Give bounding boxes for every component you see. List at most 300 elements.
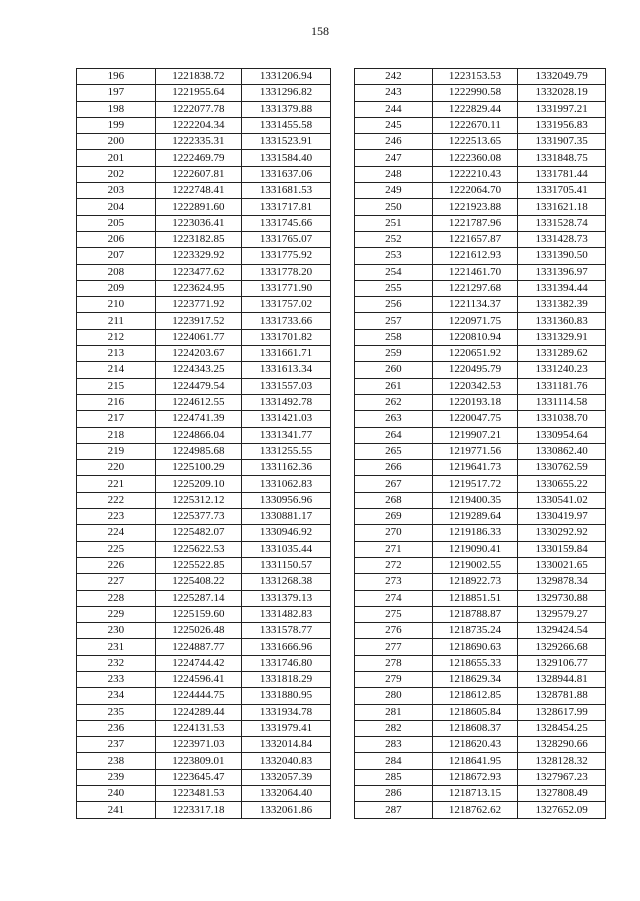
table-row	[355, 85, 606, 101]
x-coordinate-cell: 1221955.64	[155, 85, 241, 101]
x-coordinate-cell: 1225622.53	[155, 541, 241, 557]
y-coordinate-cell: 1331771.90	[242, 280, 331, 296]
y-coordinate-cell: 1330419.97	[518, 509, 606, 525]
x-coordinate-cell: 1224596.41	[155, 671, 241, 687]
x-coordinate-cell: 1220342.53	[432, 378, 517, 394]
table-row	[77, 231, 331, 247]
y-coordinate-cell: 1331818.29	[242, 671, 331, 687]
x-coordinate-cell: 1222670.11	[432, 117, 517, 133]
y-coordinate-cell: 1331848.75	[518, 150, 606, 166]
y-coordinate-cell: 1331038.70	[518, 411, 606, 427]
point-number-cell: 239	[77, 769, 156, 785]
y-coordinate-cell: 1329106.77	[518, 655, 606, 671]
y-coordinate-cell: 1332028.19	[518, 85, 606, 101]
point-number-cell: 205	[77, 215, 156, 231]
point-number-cell: 267	[355, 476, 433, 492]
x-coordinate-cell: 1218605.84	[432, 704, 517, 720]
x-coordinate-cell: 1224612.55	[155, 394, 241, 410]
table-row	[77, 671, 331, 687]
x-coordinate-cell: 1222891.60	[155, 199, 241, 215]
table-row	[355, 280, 606, 296]
point-number-cell: 200	[77, 134, 156, 150]
point-number-cell: 216	[77, 394, 156, 410]
table-row	[77, 802, 331, 818]
y-coordinate-cell: 1330655.22	[518, 476, 606, 492]
point-number-cell: 232	[77, 655, 156, 671]
x-coordinate-cell: 1223153.53	[432, 69, 517, 85]
table-row	[77, 541, 331, 557]
x-coordinate-cell: 1222607.81	[155, 166, 241, 182]
x-coordinate-cell: 1221838.72	[155, 69, 241, 85]
table-row	[355, 150, 606, 166]
y-coordinate-cell: 1331733.66	[242, 313, 331, 329]
y-coordinate-cell: 1331289.62	[518, 346, 606, 362]
table-row	[355, 688, 606, 704]
x-coordinate-cell: 1218762.62	[432, 802, 517, 818]
table-row	[355, 590, 606, 606]
table-row	[355, 753, 606, 769]
x-coordinate-cell: 1224479.54	[155, 378, 241, 394]
table-row	[77, 476, 331, 492]
table-row	[77, 248, 331, 264]
coordinates-table-left	[76, 68, 331, 819]
y-coordinate-cell: 1327808.49	[518, 786, 606, 802]
point-number-cell: 266	[355, 460, 433, 476]
point-number-cell: 196	[77, 69, 156, 85]
point-number-cell: 225	[77, 541, 156, 557]
y-coordinate-cell: 1331360.83	[518, 313, 606, 329]
table-row	[77, 720, 331, 736]
x-coordinate-cell: 1223329.92	[155, 248, 241, 264]
point-number-cell: 268	[355, 492, 433, 508]
x-coordinate-cell: 1223477.62	[155, 264, 241, 280]
table-row	[355, 427, 606, 443]
point-number-cell: 285	[355, 769, 433, 785]
y-coordinate-cell: 1330954.64	[518, 427, 606, 443]
x-coordinate-cell: 1221297.68	[432, 280, 517, 296]
point-number-cell: 261	[355, 378, 433, 394]
table-row	[355, 313, 606, 329]
point-number-cell: 204	[77, 199, 156, 215]
point-number-cell: 199	[77, 117, 156, 133]
table-row	[355, 134, 606, 150]
y-coordinate-cell: 1331613.34	[242, 362, 331, 378]
table-row	[77, 460, 331, 476]
table-row	[355, 769, 606, 785]
x-coordinate-cell: 1218620.43	[432, 737, 517, 753]
x-coordinate-cell: 1222513.65	[432, 134, 517, 150]
x-coordinate-cell: 1218608.37	[432, 720, 517, 736]
table-row	[355, 541, 606, 557]
y-coordinate-cell: 1331062.83	[242, 476, 331, 492]
y-coordinate-cell: 1331637.06	[242, 166, 331, 182]
y-coordinate-cell: 1331578.77	[242, 623, 331, 639]
table-row	[355, 639, 606, 655]
y-coordinate-cell: 1328128.32	[518, 753, 606, 769]
point-number-cell: 234	[77, 688, 156, 704]
x-coordinate-cell: 1223624.95	[155, 280, 241, 296]
x-coordinate-cell: 1223036.41	[155, 215, 241, 231]
x-coordinate-cell: 1222748.41	[155, 183, 241, 199]
y-coordinate-cell: 1331181.76	[518, 378, 606, 394]
table-row	[77, 297, 331, 313]
point-number-cell: 211	[77, 313, 156, 329]
y-coordinate-cell: 1330159.84	[518, 541, 606, 557]
x-coordinate-cell: 1218713.15	[432, 786, 517, 802]
point-number-cell: 245	[355, 117, 433, 133]
table-row	[355, 786, 606, 802]
y-coordinate-cell: 1331482.83	[242, 606, 331, 622]
y-coordinate-cell: 1331934.78	[242, 704, 331, 720]
x-coordinate-cell: 1224131.53	[155, 720, 241, 736]
y-coordinate-cell: 1331621.18	[518, 199, 606, 215]
point-number-cell: 228	[77, 590, 156, 606]
table-row	[355, 460, 606, 476]
x-coordinate-cell: 1222335.31	[155, 134, 241, 150]
x-coordinate-cell: 1219289.64	[432, 509, 517, 525]
point-number-cell: 255	[355, 280, 433, 296]
x-coordinate-cell: 1225408.22	[155, 574, 241, 590]
y-coordinate-cell: 1331268.38	[242, 574, 331, 590]
point-number-cell: 233	[77, 671, 156, 687]
point-number-cell: 227	[77, 574, 156, 590]
y-coordinate-cell: 1331705.41	[518, 183, 606, 199]
y-coordinate-cell: 1330541.02	[518, 492, 606, 508]
x-coordinate-cell: 1218641.95	[432, 753, 517, 769]
x-coordinate-cell: 1225209.10	[155, 476, 241, 492]
y-coordinate-cell: 1328617.99	[518, 704, 606, 720]
x-coordinate-cell: 1224061.77	[155, 329, 241, 345]
x-coordinate-cell: 1218690.63	[432, 639, 517, 655]
point-number-cell: 206	[77, 231, 156, 247]
y-coordinate-cell: 1331162.36	[242, 460, 331, 476]
y-coordinate-cell: 1328781.88	[518, 688, 606, 704]
y-coordinate-cell: 1331379.88	[242, 101, 331, 117]
y-coordinate-cell: 1331781.44	[518, 166, 606, 182]
y-coordinate-cell: 1331428.73	[518, 231, 606, 247]
table-row	[355, 704, 606, 720]
table-row	[77, 704, 331, 720]
y-coordinate-cell: 1331775.92	[242, 248, 331, 264]
point-number-cell: 278	[355, 655, 433, 671]
point-number-cell: 257	[355, 313, 433, 329]
point-number-cell: 208	[77, 264, 156, 280]
table-row	[355, 525, 606, 541]
coordinates-table-right	[354, 68, 606, 819]
table-row	[355, 574, 606, 590]
table-row	[77, 394, 331, 410]
point-number-cell: 198	[77, 101, 156, 117]
x-coordinate-cell: 1224744.42	[155, 655, 241, 671]
point-number-cell: 250	[355, 199, 433, 215]
point-number-cell: 218	[77, 427, 156, 443]
y-coordinate-cell: 1331746.80	[242, 655, 331, 671]
x-coordinate-cell: 1223809.01	[155, 753, 241, 769]
point-number-cell: 274	[355, 590, 433, 606]
y-coordinate-cell: 1329266.68	[518, 639, 606, 655]
table-row	[355, 509, 606, 525]
point-number-cell: 197	[77, 85, 156, 101]
y-coordinate-cell: 1331778.20	[242, 264, 331, 280]
point-number-cell: 209	[77, 280, 156, 296]
point-number-cell: 203	[77, 183, 156, 199]
table-row	[355, 183, 606, 199]
table-row	[355, 248, 606, 264]
x-coordinate-cell: 1223917.52	[155, 313, 241, 329]
point-number-cell: 214	[77, 362, 156, 378]
y-coordinate-cell: 1331523.91	[242, 134, 331, 150]
point-number-cell: 246	[355, 134, 433, 150]
point-number-cell: 244	[355, 101, 433, 117]
y-coordinate-cell: 1331114.58	[518, 394, 606, 410]
x-coordinate-cell: 1222829.44	[432, 101, 517, 117]
table-row	[77, 623, 331, 639]
table-row	[77, 85, 331, 101]
x-coordinate-cell: 1223182.85	[155, 231, 241, 247]
table-row	[77, 329, 331, 345]
point-number-cell: 277	[355, 639, 433, 655]
x-coordinate-cell: 1222469.79	[155, 150, 241, 166]
y-coordinate-cell: 1331997.21	[518, 101, 606, 117]
table-row	[355, 101, 606, 117]
table-row	[355, 346, 606, 362]
table-row	[77, 69, 331, 85]
table-row	[355, 264, 606, 280]
y-coordinate-cell: 1331206.94	[242, 69, 331, 85]
point-number-cell: 264	[355, 427, 433, 443]
x-coordinate-cell: 1223771.92	[155, 297, 241, 313]
y-coordinate-cell: 1331979.41	[242, 720, 331, 736]
x-coordinate-cell: 1218851.51	[432, 590, 517, 606]
y-coordinate-cell: 1331880.95	[242, 688, 331, 704]
x-coordinate-cell: 1225377.73	[155, 509, 241, 525]
point-number-cell: 201	[77, 150, 156, 166]
x-coordinate-cell: 1222990.58	[432, 85, 517, 101]
y-coordinate-cell: 1328944.81	[518, 671, 606, 687]
x-coordinate-cell: 1218612.85	[432, 688, 517, 704]
table-row	[77, 753, 331, 769]
point-number-cell: 220	[77, 460, 156, 476]
x-coordinate-cell: 1221612.93	[432, 248, 517, 264]
x-coordinate-cell: 1220810.94	[432, 329, 517, 345]
table-row	[355, 297, 606, 313]
table-row	[77, 166, 331, 182]
y-coordinate-cell: 1330956.96	[242, 492, 331, 508]
table-row	[77, 737, 331, 753]
y-coordinate-cell: 1331701.82	[242, 329, 331, 345]
x-coordinate-cell: 1223317.18	[155, 802, 241, 818]
point-number-cell: 262	[355, 394, 433, 410]
y-coordinate-cell: 1331455.58	[242, 117, 331, 133]
y-coordinate-cell: 1327652.09	[518, 802, 606, 818]
table-row	[77, 557, 331, 573]
point-number-cell: 275	[355, 606, 433, 622]
y-coordinate-cell: 1329730.88	[518, 590, 606, 606]
y-coordinate-cell: 1332049.79	[518, 69, 606, 85]
x-coordinate-cell: 1220971.75	[432, 313, 517, 329]
table-row	[77, 313, 331, 329]
x-coordinate-cell: 1225026.48	[155, 623, 241, 639]
y-coordinate-cell: 1332057.39	[242, 769, 331, 785]
table-row	[355, 329, 606, 345]
y-coordinate-cell: 1330021.65	[518, 557, 606, 573]
point-number-cell: 269	[355, 509, 433, 525]
point-number-cell: 235	[77, 704, 156, 720]
x-coordinate-cell: 1222077.78	[155, 101, 241, 117]
y-coordinate-cell: 1331745.66	[242, 215, 331, 231]
x-coordinate-cell: 1218922.73	[432, 574, 517, 590]
table-row	[77, 411, 331, 427]
point-number-cell: 280	[355, 688, 433, 704]
x-coordinate-cell: 1222210.43	[432, 166, 517, 182]
point-number-cell: 223	[77, 509, 156, 525]
x-coordinate-cell: 1219400.35	[432, 492, 517, 508]
point-number-cell: 221	[77, 476, 156, 492]
x-coordinate-cell: 1224343.25	[155, 362, 241, 378]
table-row	[77, 688, 331, 704]
point-number-cell: 241	[77, 802, 156, 818]
table-row	[355, 215, 606, 231]
x-coordinate-cell: 1220047.75	[432, 411, 517, 427]
x-coordinate-cell: 1224741.39	[155, 411, 241, 427]
point-number-cell: 287	[355, 802, 433, 818]
table-row	[355, 720, 606, 736]
x-coordinate-cell: 1225159.60	[155, 606, 241, 622]
y-coordinate-cell: 1331255.55	[242, 443, 331, 459]
table-row	[355, 606, 606, 622]
y-coordinate-cell: 1331757.02	[242, 297, 331, 313]
table-row	[77, 215, 331, 231]
table-row	[355, 199, 606, 215]
point-number-cell: 226	[77, 557, 156, 573]
point-number-cell: 224	[77, 525, 156, 541]
point-number-cell: 263	[355, 411, 433, 427]
y-coordinate-cell: 1331035.44	[242, 541, 331, 557]
point-number-cell: 230	[77, 623, 156, 639]
y-coordinate-cell: 1330762.59	[518, 460, 606, 476]
table-row	[77, 101, 331, 117]
y-coordinate-cell: 1331394.44	[518, 280, 606, 296]
point-number-cell: 248	[355, 166, 433, 182]
y-coordinate-cell: 1331421.03	[242, 411, 331, 427]
table-row	[77, 769, 331, 785]
table-row	[355, 394, 606, 410]
table-row	[77, 639, 331, 655]
table-row	[355, 231, 606, 247]
y-coordinate-cell: 1329878.34	[518, 574, 606, 590]
x-coordinate-cell: 1224203.67	[155, 346, 241, 362]
point-number-cell: 217	[77, 411, 156, 427]
point-number-cell: 229	[77, 606, 156, 622]
table-row	[77, 492, 331, 508]
table-row	[355, 378, 606, 394]
table-row	[77, 786, 331, 802]
table-row	[77, 525, 331, 541]
x-coordinate-cell: 1220193.18	[432, 394, 517, 410]
y-coordinate-cell: 1329579.27	[518, 606, 606, 622]
table-row	[355, 671, 606, 687]
point-number-cell: 282	[355, 720, 433, 736]
y-coordinate-cell: 1331666.96	[242, 639, 331, 655]
point-number-cell: 212	[77, 329, 156, 345]
table-row	[355, 557, 606, 573]
x-coordinate-cell: 1218735.24	[432, 623, 517, 639]
point-number-cell: 273	[355, 574, 433, 590]
table-row	[77, 590, 331, 606]
point-number-cell: 242	[355, 69, 433, 85]
y-coordinate-cell: 1330946.92	[242, 525, 331, 541]
table-row	[355, 166, 606, 182]
y-coordinate-cell: 1331584.40	[242, 150, 331, 166]
y-coordinate-cell: 1331150.57	[242, 557, 331, 573]
table-row	[355, 411, 606, 427]
point-number-cell: 219	[77, 443, 156, 459]
table-row	[77, 150, 331, 166]
x-coordinate-cell: 1225287.14	[155, 590, 241, 606]
table-row	[77, 606, 331, 622]
x-coordinate-cell: 1219907.21	[432, 427, 517, 443]
y-coordinate-cell: 1331379.13	[242, 590, 331, 606]
y-coordinate-cell: 1331492.78	[242, 394, 331, 410]
y-coordinate-cell: 1331528.74	[518, 215, 606, 231]
point-number-cell: 252	[355, 231, 433, 247]
y-coordinate-cell: 1332061.86	[242, 802, 331, 818]
point-number-cell: 222	[77, 492, 156, 508]
table-row	[355, 492, 606, 508]
x-coordinate-cell: 1224444.75	[155, 688, 241, 704]
table-row	[355, 476, 606, 492]
point-number-cell: 272	[355, 557, 433, 573]
table-row	[77, 199, 331, 215]
y-coordinate-cell: 1331557.03	[242, 378, 331, 394]
point-number-cell: 202	[77, 166, 156, 182]
y-coordinate-cell: 1328454.25	[518, 720, 606, 736]
table-row	[77, 134, 331, 150]
table-row	[355, 802, 606, 818]
y-coordinate-cell: 1328290.66	[518, 737, 606, 753]
point-number-cell: 281	[355, 704, 433, 720]
table-row	[355, 69, 606, 85]
point-number-cell: 270	[355, 525, 433, 541]
x-coordinate-cell: 1218788.87	[432, 606, 517, 622]
x-coordinate-cell: 1221461.70	[432, 264, 517, 280]
table-row	[77, 183, 331, 199]
y-coordinate-cell: 1327967.23	[518, 769, 606, 785]
x-coordinate-cell: 1223971.03	[155, 737, 241, 753]
x-coordinate-cell: 1225482.07	[155, 525, 241, 541]
y-coordinate-cell: 1331956.83	[518, 117, 606, 133]
x-coordinate-cell: 1218629.34	[432, 671, 517, 687]
table-row	[77, 574, 331, 590]
point-number-cell: 207	[77, 248, 156, 264]
point-number-cell: 238	[77, 753, 156, 769]
y-coordinate-cell: 1329424.54	[518, 623, 606, 639]
y-coordinate-cell: 1332014.84	[242, 737, 331, 753]
table-row	[77, 655, 331, 671]
table-row	[77, 378, 331, 394]
y-coordinate-cell: 1332040.83	[242, 753, 331, 769]
point-number-cell: 283	[355, 737, 433, 753]
x-coordinate-cell: 1224866.04	[155, 427, 241, 443]
y-coordinate-cell: 1330862.40	[518, 443, 606, 459]
point-number-cell: 265	[355, 443, 433, 459]
x-coordinate-cell: 1223481.53	[155, 786, 241, 802]
x-coordinate-cell: 1219517.72	[432, 476, 517, 492]
point-number-cell: 254	[355, 264, 433, 280]
x-coordinate-cell: 1219186.33	[432, 525, 517, 541]
y-coordinate-cell: 1331907.35	[518, 134, 606, 150]
point-number-cell: 247	[355, 150, 433, 166]
